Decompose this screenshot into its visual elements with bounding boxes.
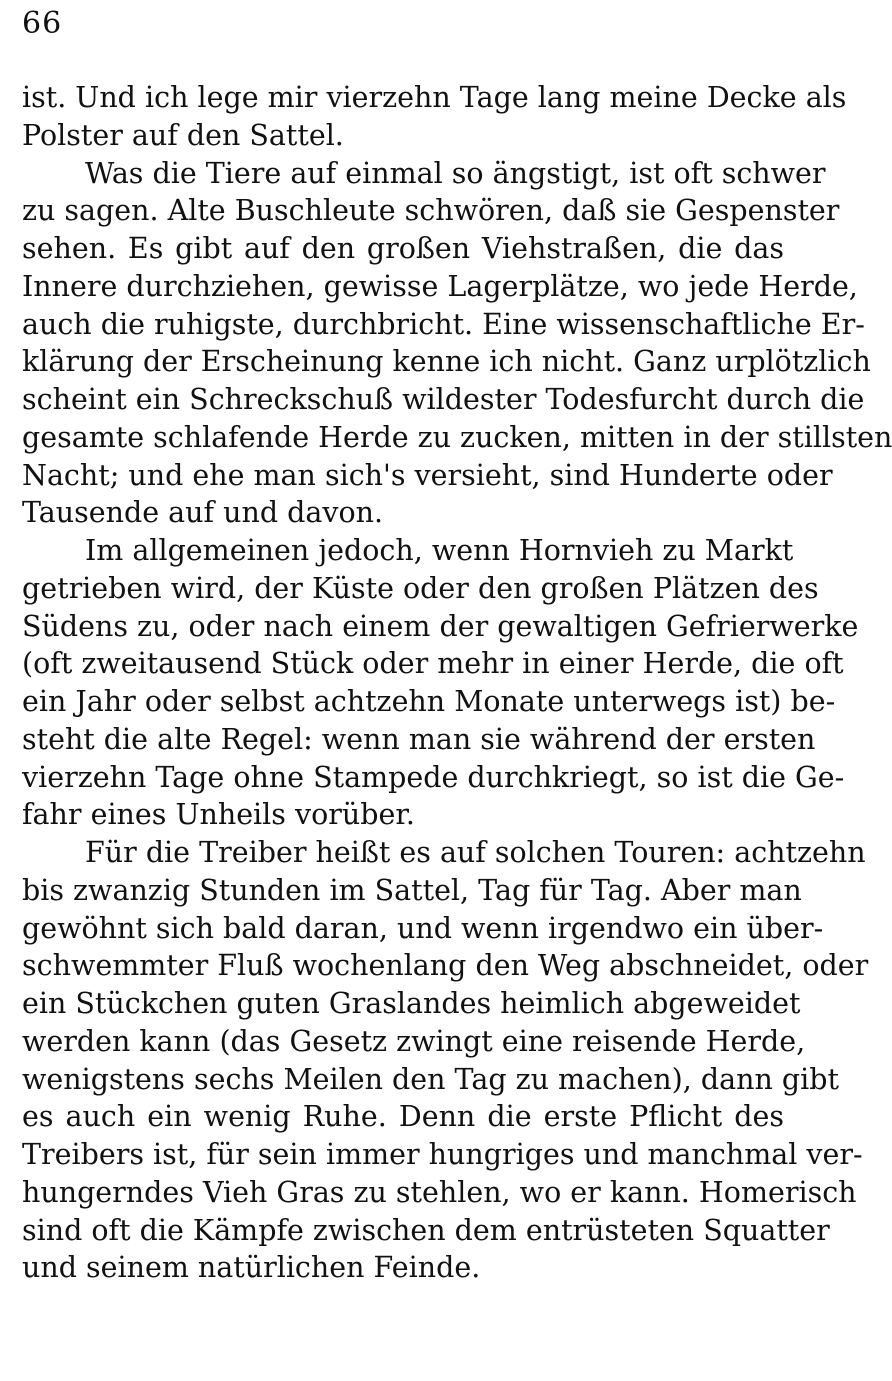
text-line: getrieben wird, der Küste oder den großen Plätzen des — [22, 571, 819, 605]
paragraph — [22, 79, 847, 155]
page-number: 66 — [22, 6, 63, 41]
text-line: ist. Und ich lege mir vierzehn Tage lang meine Decke als — [22, 81, 847, 114]
text-line: Nacht; und ehe man sich's versieht, sind Hunderte oder — [22, 458, 833, 492]
text-line: es auch ein wenig Ruhe. Denn die erste Pflicht des — [22, 1100, 784, 1134]
text-line: Für die Treiber heißt es auf solchen Touren: achtzehn — [85, 836, 866, 869]
text-line: bis zwanzig Stunden im Sattel, Tag für Tag. Aber man — [22, 873, 802, 907]
text-line: Polster auf den Sattel. — [22, 118, 344, 152]
text-line: Südens zu, oder nach einem der gewaltigen Gefrierwerke — [22, 609, 859, 643]
text-line: auch die ruhigste, durchbricht. Eine wissenschaftliche Er- — [22, 307, 865, 341]
text-line: Treibers ist, für sein immer hungriges und manchmal ver- — [22, 1138, 863, 1171]
text-line: Was die Tiere auf einmal so ängstigt, ist oft schwer — [85, 156, 826, 190]
paragraph — [22, 155, 892, 533]
text-line: ein Stückchen guten Graslandes heimlich abgeweidet — [22, 987, 801, 1020]
text-line: sehen. Es gibt auf den großen Viehstraßen, die das — [22, 232, 784, 265]
text-line: Im allgemeinen jedoch, wenn Hornvieh zu Markt — [85, 534, 794, 567]
text-line: fahr eines Unheils vorüber. — [22, 798, 415, 832]
text-line: zu sagen. Alte Buschleute schwören, daß sie Gespenster — [22, 194, 840, 228]
text-line: Tausende auf und davon. — [22, 496, 384, 530]
text-line: (oft zweitausend Stück oder mehr in einer Herde, die oft — [22, 647, 844, 681]
text-line: sind oft die Kämpfe zwischen dem entrüsteten Squatter — [22, 1213, 830, 1247]
text-line: schwemmter Fluß wochenlang den Weg abschneidet, oder — [22, 949, 869, 983]
text-line: ein Jahr oder selbst achtzehn Monate unterwegs ist) be- — [22, 685, 836, 718]
paragraph — [22, 834, 869, 1287]
text-line: gewöhnt sich bald daran, und wenn irgendwo ein über- — [22, 911, 824, 945]
paragraph — [22, 532, 859, 834]
text-line: Innere durchziehen, gewisse Lagerplätze, wo jede Herde, — [22, 269, 858, 303]
text-line: steht die alte Regel: wenn man sie während der ersten — [22, 722, 816, 756]
text-line: gesamte schlafende Herde zu zucken, mitten in der stillsten — [22, 420, 892, 454]
text-line: klärung der Erscheinung kenne ich nicht. Ganz urplötzlich — [22, 345, 871, 379]
text-line: hungerndes Vieh Gras zu stehlen, wo er kann. Homerisch — [22, 1175, 857, 1209]
text-line: werden kann (das Gesetz zwingt eine reisende Herde, — [22, 1024, 806, 1058]
body-text — [22, 79, 892, 1287]
text-line: scheint ein Schreckschuß wildester Todesfurcht durch die — [22, 383, 865, 416]
text-line: und seinem natürlichen Feinde. — [22, 1251, 481, 1285]
text-line: wenigstens sechs Meilen den Tag zu machen), dann gibt — [22, 1062, 839, 1096]
text-line: vierzehn Tage ohne Stampede durchkriegt, so ist die Ge- — [22, 760, 845, 794]
